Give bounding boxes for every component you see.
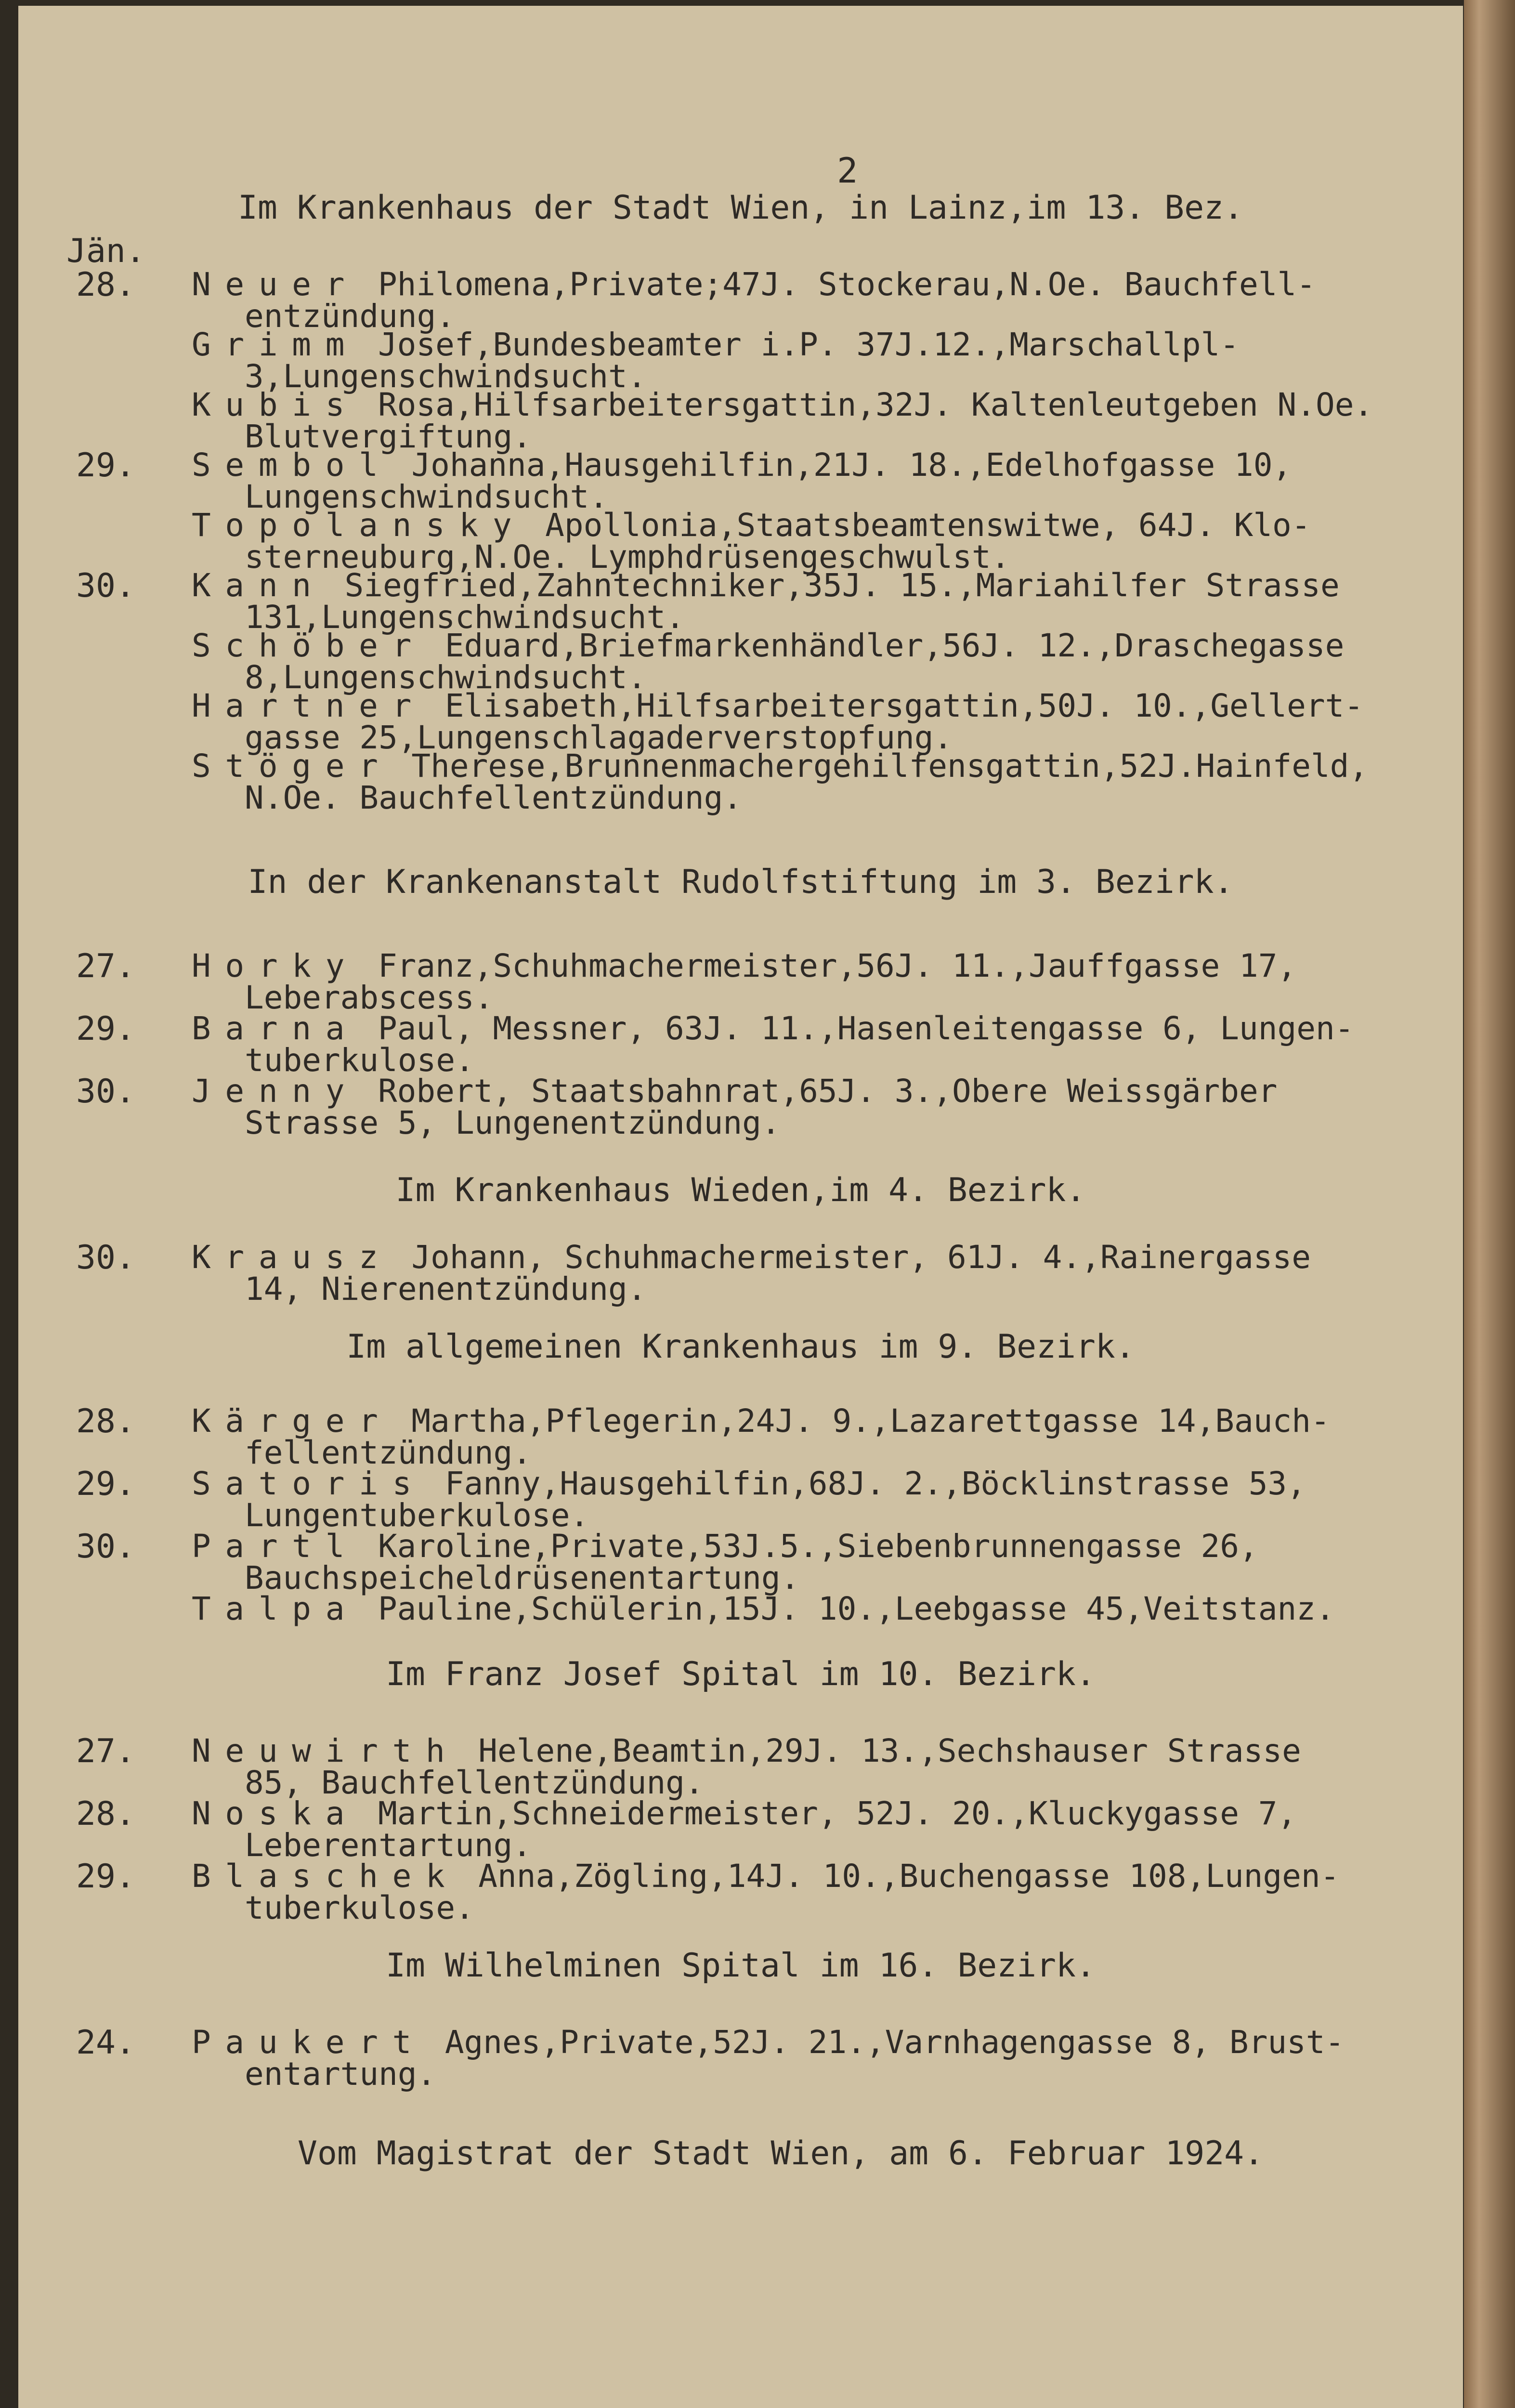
entry-details: Paul, Messner, 63J. 11.,Hasenleitengasse 6, Lungen- bbox=[378, 1010, 1354, 1047]
entry-continuation: gasse 25,Lungenschlagaderverstopfung. bbox=[245, 719, 953, 756]
entry-surname: Schöber bbox=[192, 627, 426, 664]
entry-details: Franz,Schuhmachermeister,56J. 11.,Jauffgasse 17, bbox=[378, 947, 1297, 984]
entry-continuation: 131,Lungenschwindsucht. bbox=[245, 599, 685, 636]
entry-continuation: Lungenschwindsucht. bbox=[245, 478, 608, 515]
entry-date: 29. bbox=[76, 1858, 135, 1896]
section-heading-rudolfstiftung: In der Krankenanstalt Rudolfstiftung im 3. Bezirk. bbox=[248, 863, 1234, 901]
entry-details: Therese,Brunnenmachergehilfensgattin,52J.Hainfeld, bbox=[411, 747, 1369, 785]
entry-continuation: Strasse 5, Lungenentzündung. bbox=[245, 1104, 781, 1141]
entry-details: Martin,Schneidermeister, 52J. 20.,Kluckygasse 7, bbox=[378, 1795, 1297, 1832]
entry-surname: Blaschek bbox=[192, 1858, 459, 1895]
entry-details: Anna,Zögling,14J. 10.,Buchengasse 108,Lungen- bbox=[478, 1858, 1340, 1895]
entry-surname: Topolansky bbox=[192, 507, 526, 544]
document-page bbox=[18, 6, 1463, 2408]
entry-details: Fanny,Hausgehilfin,68J. 2.,Böcklinstrasse 53, bbox=[444, 1465, 1306, 1502]
entry-continuation: Lungentuberkulose. bbox=[245, 1497, 589, 1534]
entry-surname: Krausz bbox=[192, 1239, 392, 1276]
entry-surname: Noska bbox=[192, 1795, 359, 1832]
entry-surname: Jenny bbox=[192, 1073, 359, 1110]
entry-date: 29. bbox=[76, 1465, 135, 1503]
entry-date: 29. bbox=[76, 446, 135, 484]
entry-details: Josef,Bundesbeamter i.P. 37J.12.,Marschallpl- bbox=[378, 326, 1240, 363]
entry-surname: Barna bbox=[192, 1010, 359, 1047]
entry-continuation: N.Oe. Bauchfellentzündung. bbox=[245, 779, 743, 816]
entry-date: 30. bbox=[76, 1073, 135, 1111]
section-heading-franz-josef: Im Franz Josef Spital im 10. Bezirk. bbox=[386, 1655, 1096, 1693]
entry-details: Martha,Pflegerin,24J. 9.,Lazarettgasse 14,Bauch- bbox=[411, 1402, 1330, 1440]
entry-surname: Neuwirth bbox=[192, 1732, 459, 1769]
entry-continuation: entzündung. bbox=[245, 298, 456, 335]
entry-surname: Satoris bbox=[192, 1465, 426, 1502]
entry-details: Philomena,Private;47J. Stockerau,N.Oe. Bauchfell- bbox=[378, 266, 1316, 303]
page-edge bbox=[1464, 0, 1515, 2408]
entry-details: Johanna,Hausgehilfin,21J. 18.,Edelhofgasse 10, bbox=[411, 446, 1292, 484]
entry-surname: Neuer bbox=[192, 266, 359, 303]
entry-details: Helene,Beamtin,29J. 13.,Sechshauser Strasse bbox=[478, 1732, 1301, 1769]
entry-continuation: 3,Lungenschwindsucht. bbox=[245, 358, 647, 395]
section-heading-wilhelminen: Im Wilhelminen Spital im 16. Bezirk. bbox=[386, 1947, 1096, 1985]
entry-surname: Paukert bbox=[192, 2024, 426, 2061]
entry-details: Elisabeth,Hilfsarbeitersgattin,50J. 10.,Gellert- bbox=[444, 687, 1364, 724]
entry-surname: Stöger bbox=[192, 747, 392, 785]
month-label: Jän. bbox=[66, 232, 145, 270]
entry-continuation: 8,Lungenschwindsucht. bbox=[245, 659, 647, 696]
entry-details: Eduard,Briefmarkenhändler,56J. 12.,Draschegasse bbox=[444, 627, 1345, 664]
entry-date: 27. bbox=[76, 1732, 135, 1770]
entry-date: 27. bbox=[76, 947, 135, 985]
entry-surname: Horky bbox=[192, 947, 359, 984]
entry-surname: Sembol bbox=[192, 446, 392, 484]
entry-details: Pauline,Schülerin,15J. 10.,Leebgasse 45,Veitstanz. bbox=[378, 1590, 1335, 1627]
entry-date: 30. bbox=[76, 1528, 135, 1566]
document-footer: Vom Magistrat der Stadt Wien, am 6. Februar 1924. bbox=[298, 2134, 1264, 2172]
entry-continuation: Bauchspeicheldrüsenentartung. bbox=[245, 1559, 800, 1597]
entry-date: 30. bbox=[76, 567, 135, 605]
entry-date: 28. bbox=[76, 266, 135, 304]
page-number: 2 bbox=[837, 150, 858, 191]
entry-date: 28. bbox=[76, 1795, 135, 1833]
entry-surname: Grimm bbox=[192, 326, 359, 363]
entry-date: 29. bbox=[76, 1010, 135, 1048]
section-heading-lainz: Im Krankenhaus der Stadt Wien, in Lainz,im 13. Bez. bbox=[238, 189, 1243, 227]
entry-surname: Kann bbox=[192, 567, 326, 604]
entry-continuation: tuberkulose. bbox=[245, 1889, 474, 1926]
entry-details: Siegfried,Zahntechniker,35J. 15.,Mariahilfer Strasse bbox=[344, 567, 1340, 604]
entry-details: Rosa,Hilfsarbeitersgattin,32J. Kaltenleutgeben N.Oe. bbox=[378, 386, 1373, 423]
entry-date: 30. bbox=[76, 1239, 135, 1277]
section-heading-allgemeines: Im allgemeinen Krankenhaus im 9. Bezirk. bbox=[346, 1328, 1135, 1366]
entry-date: 28. bbox=[76, 1402, 135, 1440]
entry-continuation: 85, Bauchfellentzündung. bbox=[245, 1764, 704, 1801]
entry-date: 24. bbox=[76, 2024, 135, 2062]
entry-details: Apollonia,Staatsbeamtenswitwe, 64J. Klo- bbox=[545, 507, 1311, 544]
entry-continuation: Leberabscess. bbox=[245, 979, 494, 1016]
entry-continuation: fellentzündung. bbox=[245, 1434, 532, 1471]
entry-details: Agnes,Private,52J. 21.,Varnhagengasse 8, Brust- bbox=[444, 2024, 1345, 2061]
entry-surname: Partl bbox=[192, 1528, 359, 1565]
entry-continuation: 14, Nierenentzündung. bbox=[245, 1270, 647, 1308]
entry-surname: Kärger bbox=[192, 1402, 392, 1440]
entry-surname: Kubis bbox=[192, 386, 359, 423]
entry-details: Johann, Schuhmachermeister, 61J. 4.,Rainergasse bbox=[411, 1239, 1311, 1276]
entry-surname: Talpa bbox=[192, 1590, 359, 1627]
entry-details: Karoline,Private,53J.5.,Siebenbrunnengasse 26, bbox=[378, 1528, 1258, 1565]
entry-continuation: sterneuburg,N.Oe. Lymphdrüsengeschwulst. bbox=[245, 538, 1010, 576]
entry-continuation: Blutvergiftung. bbox=[245, 418, 532, 455]
entry-continuation: tuberkulose. bbox=[245, 1042, 474, 1079]
section-heading-wieden: Im Krankenhaus Wieden,im 4. Bezirk. bbox=[395, 1171, 1086, 1209]
entry-surname: Hartner bbox=[192, 687, 426, 724]
entry-continuation: entartung. bbox=[245, 2055, 436, 2093]
entry-details: Robert, Staatsbahnrat,65J. 3.,Obere Weissgärber bbox=[378, 1073, 1278, 1110]
entry-continuation: Leberentartung. bbox=[245, 1827, 532, 1864]
